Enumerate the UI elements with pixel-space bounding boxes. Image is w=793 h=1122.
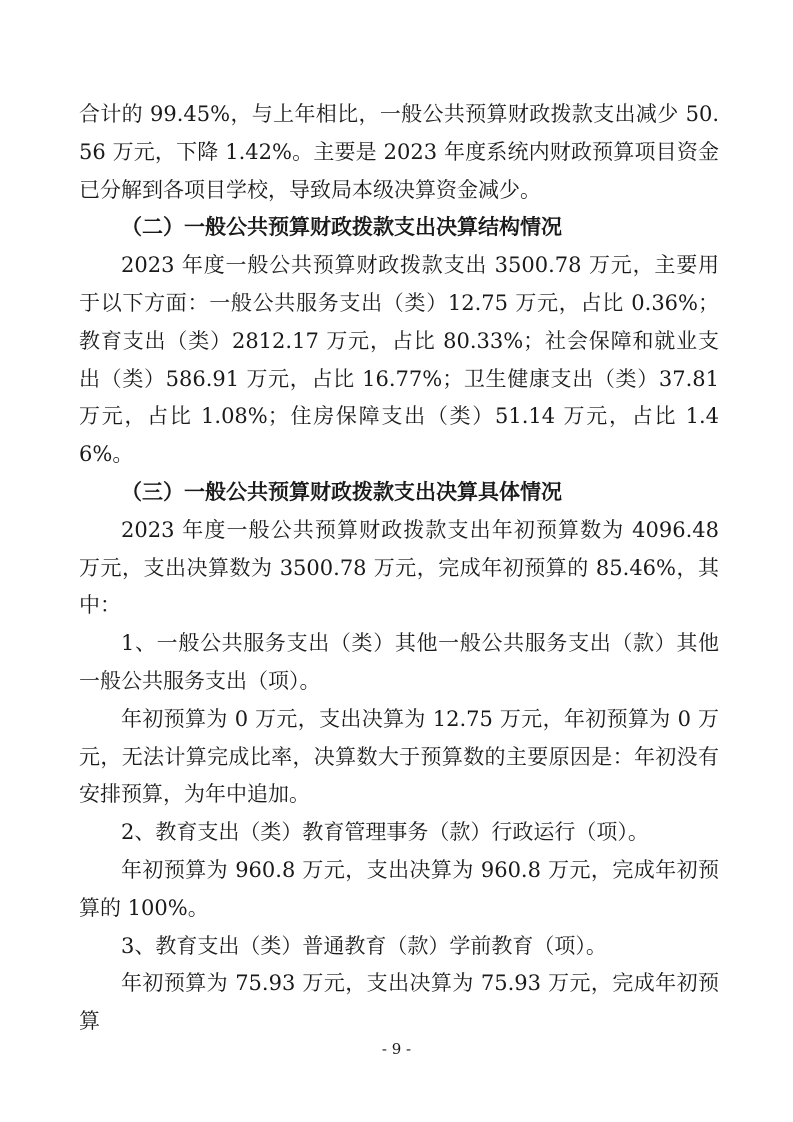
item-2-detail: 年初预算为 960.8 万元，支出决算为 960.8 万元，完成年初预算的 100%。 <box>79 857 719 920</box>
item-1-title: 1、一般公共服务支出（类）其他一般公共服务支出（款）其他一般公共服务支出（项）。 <box>79 631 719 693</box>
section-heading-specifics: （三）一般公共预算财政拨款支出决算具体情况 <box>121 479 562 504</box>
item-3-detail: 年初预算为 75.93 万元，支出决算为 75.93 万元，完成年初预算 <box>79 971 719 1034</box>
paragraph-specifics-overview: 2023 年度一般公共预算财政拨款支出年初预算数为 4096.48 万元，支出决算数为 3500.78 万元，完成年初预算的 85.46%，其中： <box>79 517 719 618</box>
page-number: - 9 - <box>381 1040 412 1058</box>
section-heading-structure: （二）一般公共预算财政拨款支出决算结构情况 <box>121 215 562 240</box>
item-1-detail: 年初预算为 0 万元，支出决算为 12.75 万元，年初预算为 0 万元，无法计算完成比率，决算数大于预算数的主要原因是：年初没有安排预算，为年中追加。 <box>79 706 719 807</box>
item-3-title: 3、教育支出（类）普通教育（款）学前教育（项）。 <box>121 933 607 958</box>
paragraph-budget-summary: 合计的 99.45%，与上年相比，一般公共预算财政拨款支出减少 50.56 万元，下降 1.42%。主要是 2023 年度系统内财政预算项目资金已分解到各项目学校，导致局本级决算资金减少。 <box>79 102 719 202</box>
item-2-title: 2、教育支出（类）教育管理事务（款）行政运行（项）。 <box>121 820 649 845</box>
paragraph-structure-details: 2023 年度一般公共预算财政拨款支出 3500.78 万元，主要用于以下方面：一般公共服务支出（类）12.75 万元，占比 0.36%；教育支出（类）2812.17 万元，占比 80.33%；社会保障和就业支出（类）586.91 万元，占比 16.77%；卫生健康支出（类）37.81 万元，占比 1.08%；住房保障支出（类）51.14 万元，占比 1.46%。 <box>79 253 719 467</box>
document-body <box>79 96 719 1041</box>
